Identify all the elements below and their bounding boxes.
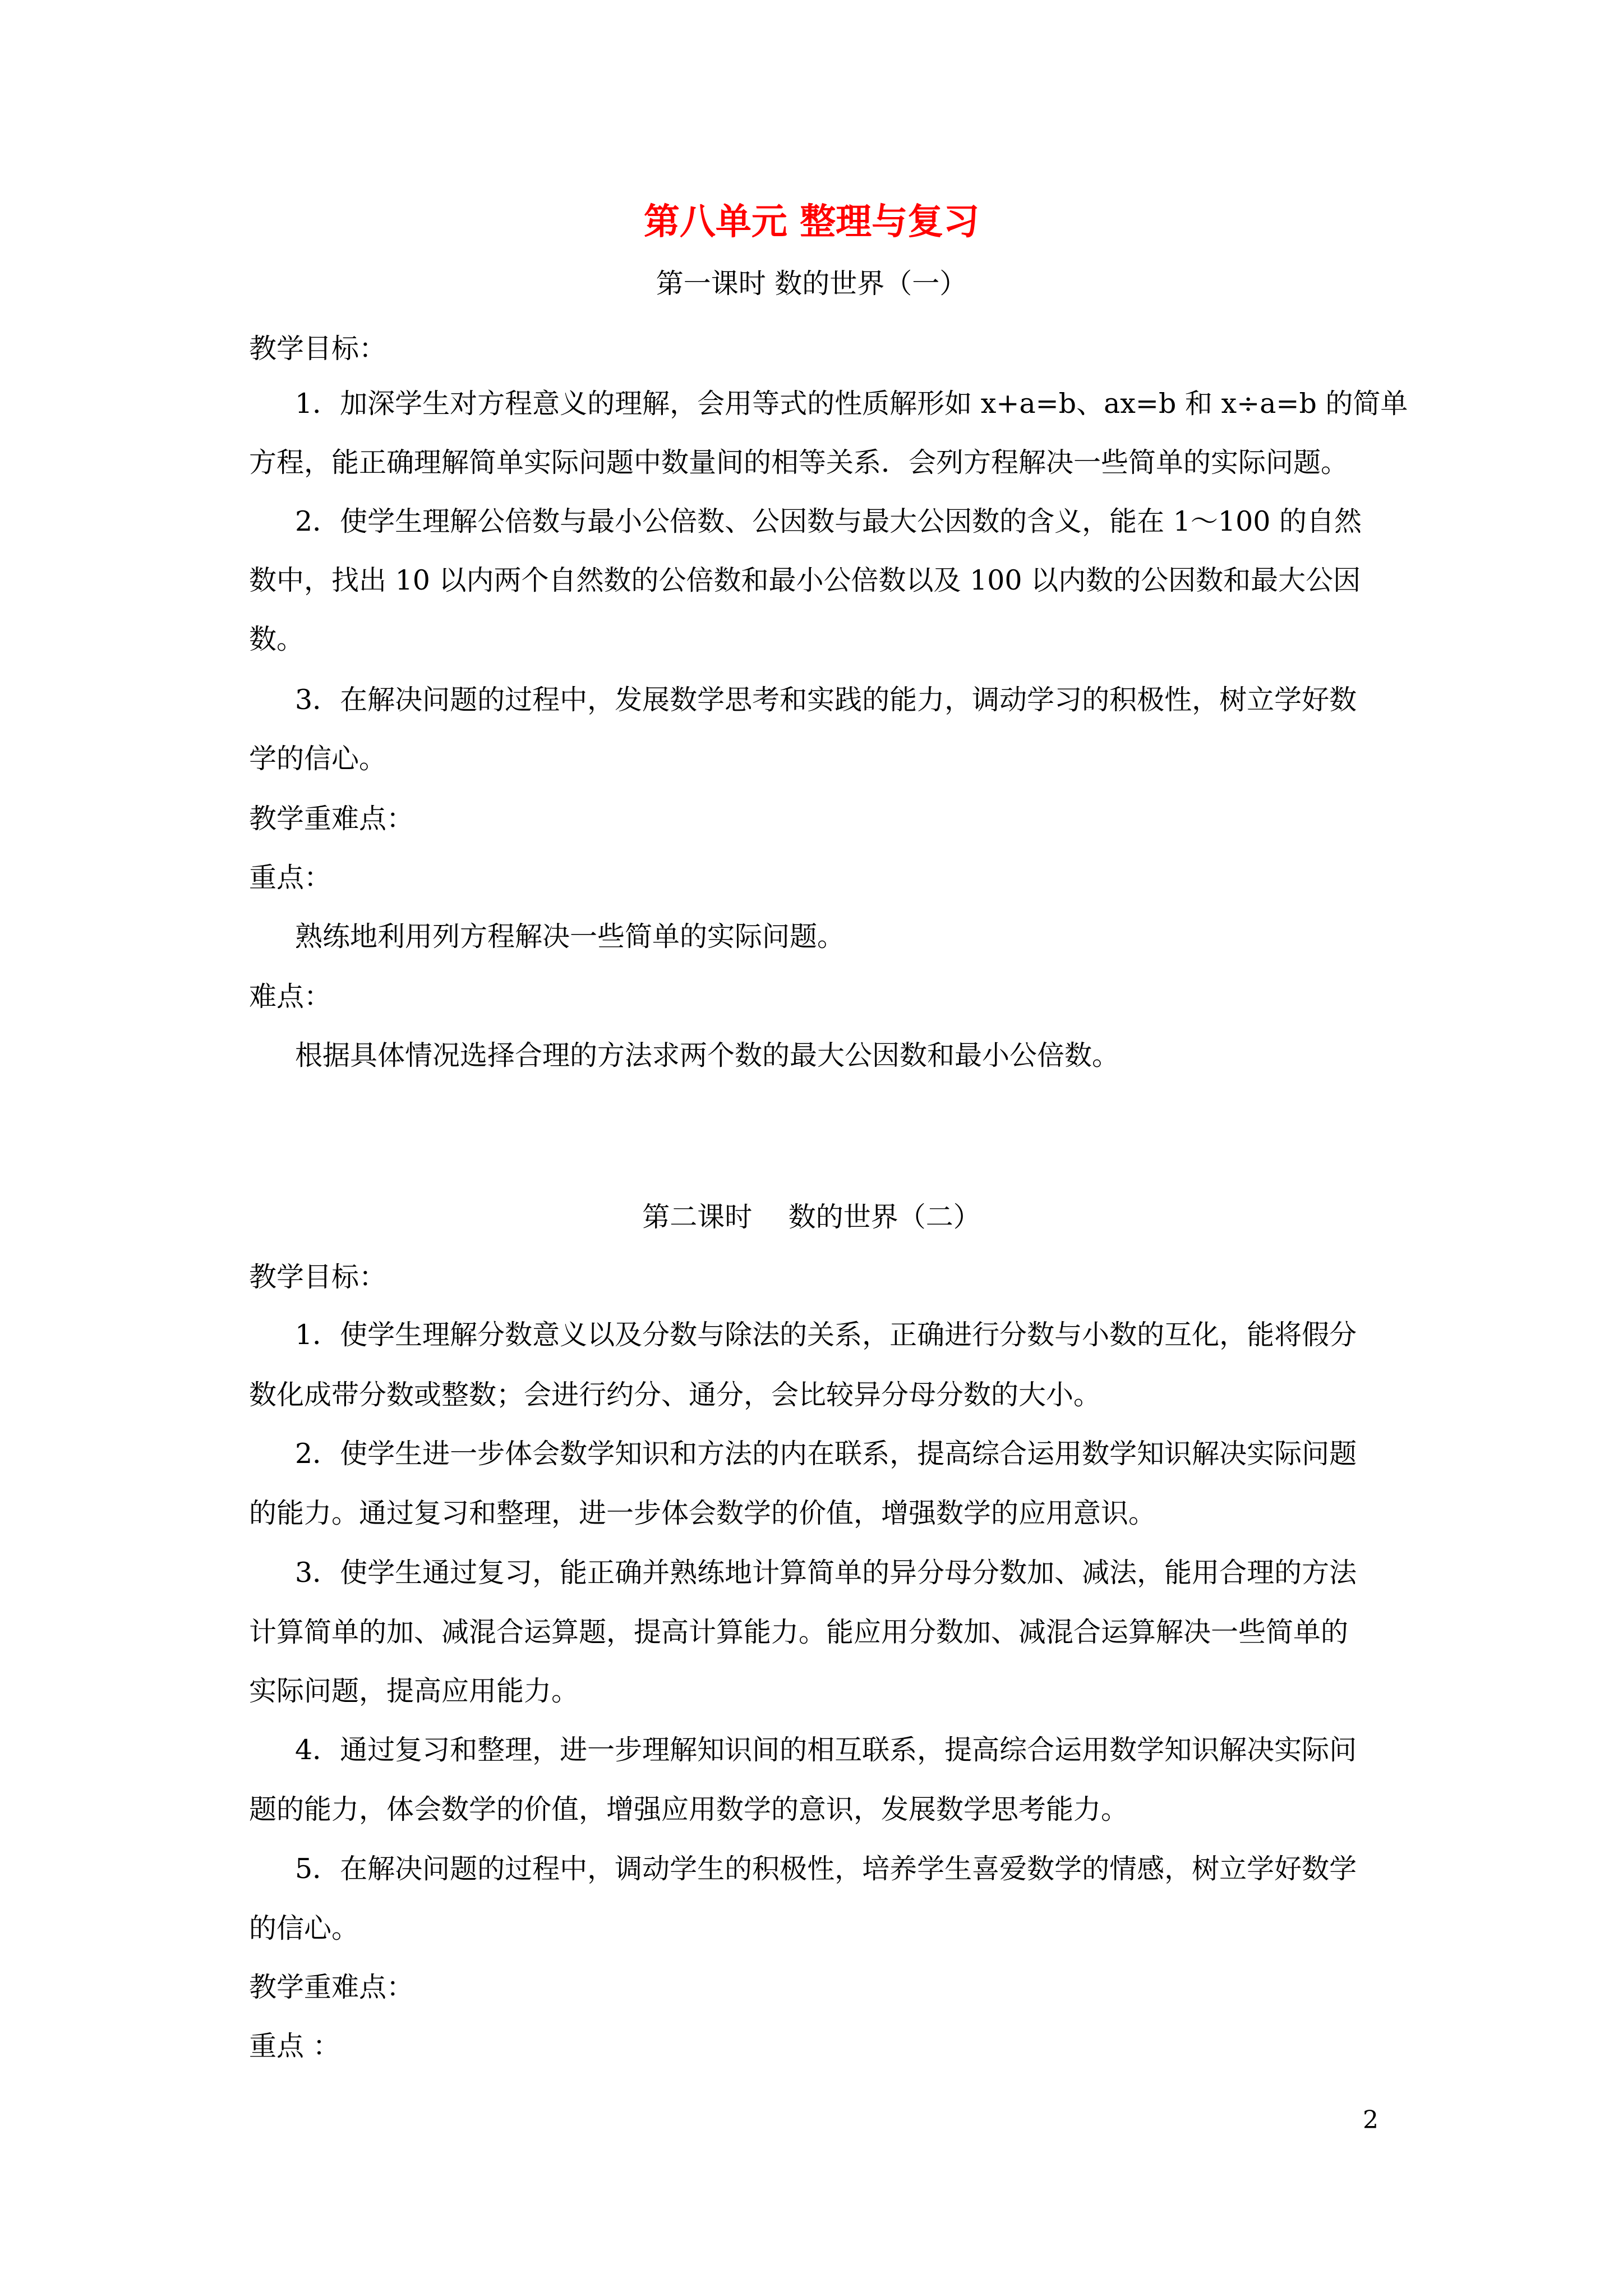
lesson1-goals-label: 教学目标：: [249, 333, 387, 365]
lesson1-goal3-line2: 学的信心。: [249, 743, 387, 775]
lesson1-goal2-line2: 数中，找出 10 以内两个自然数的公倍数和最小公倍数以及 100 以内数的公因数和最大公因: [249, 564, 1361, 596]
lesson1-goal1-line1: 1．加深学生对方程意义的理解，会用等式的性质解形如 x+a=b、ax=b 和 x÷a=b 的简单: [295, 388, 1408, 420]
lesson2-heading: 第二课时 数的世界（二）: [642, 1201, 981, 1233]
lesson2-goal5-line2: 的信心。: [249, 1912, 359, 1944]
lesson1-goal2-line1: 2．使学生理解公倍数与最小公倍数、公因数与最大公因数的含义，能在 1～100 的自然: [295, 505, 1362, 537]
lesson2-difficulty-label: 教学重难点：: [249, 1971, 414, 2003]
lesson2-goal4-line1: 4．通过复习和整理，进一步理解知识间的相互联系，提高综合运用数学知识解决实际问: [295, 1734, 1357, 1766]
lesson2-goal5-line1: 5．在解决问题的过程中，调动学生的积极性，培养学生喜爱数学的情感，树立学好数学: [295, 1853, 1357, 1885]
lesson1-goal1-line2: 方程，能正确理解简单实际问题中数量间的相等关系．会列方程解决一些简单的实际问题。: [249, 447, 1349, 478]
lesson2-goal1-line1: 1．使学生理解分数意义以及分数与除法的关系，正确进行分数与小数的互化，能将假分: [295, 1319, 1357, 1351]
lesson2-goal3-line1: 3．使学生通过复习，能正确并熟练地计算简单的异分母分数加、减法，能用合理的方法: [295, 1557, 1357, 1589]
lesson2-goal3-line3: 实际问题，提高应用能力。: [249, 1675, 579, 1707]
lesson2-goal4-line2: 题的能力，体会数学的价值，增强应用数学的意识，发展数学思考能力。: [249, 1793, 1129, 1825]
lesson1-key-label: 重点：: [249, 862, 332, 894]
lesson2-key-label: 重点 ：: [249, 2030, 340, 2062]
lesson2-goals-label: 教学目标：: [249, 1261, 387, 1293]
unit-title: 第八单元 整理与复习: [643, 201, 980, 243]
lesson2-goal2-line2: 的能力。通过复习和整理，进一步体会数学的价值，增强数学的应用意识。: [249, 1497, 1156, 1529]
lesson1-difficulty-label: 教学重难点：: [249, 803, 414, 835]
lesson1-key-text: 熟练地利用列方程解决一些简单的实际问题。: [295, 921, 845, 953]
page-number: 2: [1363, 2106, 1378, 2134]
lesson2-goal3-line2: 计算简单的加、减混合运算题，提高计算能力。能应用分数加、减混合运算解决一些简单的: [249, 1616, 1349, 1648]
lesson1-goal2-line3: 数。: [249, 623, 305, 655]
lesson1-goal3-line1: 3．在解决问题的过程中，发展数学思考和实践的能力，调动学习的积极性，树立学好数: [295, 684, 1357, 716]
lesson1-heading: 第一课时 数的世界（一）: [656, 268, 967, 300]
lesson1-hard-text: 根据具体情况选择合理的方法求两个数的最大公因数和最小公倍数。: [295, 1039, 1120, 1071]
lesson2-goal2-line1: 2．使学生进一步体会数学知识和方法的内在联系，提高综合运用数学知识解决实际问题: [295, 1438, 1357, 1470]
lesson2-goal1-line2: 数化成带分数或整数；会进行约分、通分，会比较异分母分数的大小。: [249, 1379, 1101, 1411]
lesson1-hard-label: 难点：: [249, 981, 332, 1013]
